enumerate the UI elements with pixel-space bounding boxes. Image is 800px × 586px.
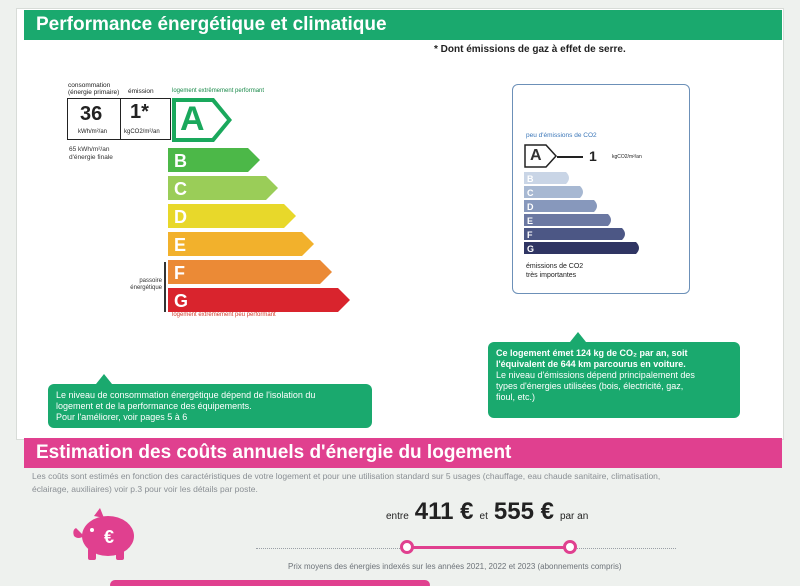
callout-right-line-1: Ce logement émet 124 kg de CO₂ par an, soit	[496, 348, 688, 358]
dpe-band-letter-d: D	[174, 207, 187, 227]
ges-band-letter-e: E	[527, 216, 534, 226]
label-consumption: consommation (énergie primaire)	[68, 82, 120, 96]
piggy-bank-icon	[70, 506, 140, 562]
emission-unit: kgCO2/m²/an	[124, 129, 160, 135]
dpe-band-e	[168, 232, 314, 256]
cost-min: 411 €	[414, 498, 474, 525]
dpe-band-b	[168, 148, 260, 172]
callout-right-line-3: Le niveau d'émissions dépend principalement des	[496, 370, 695, 380]
ges-bottom-label	[526, 262, 583, 280]
prices-note: Prix moyens des énergies indexés sur les années 2021, 2022 et 2023 (abonnements compris)	[288, 562, 622, 571]
emission-value: 1*	[130, 101, 149, 123]
ges-value: 1	[589, 148, 597, 164]
label-most-efficient: logement extrêmement performant	[172, 88, 265, 94]
ges-band-e	[524, 214, 614, 226]
costs-description	[32, 470, 784, 496]
dpe-band-g	[168, 288, 350, 312]
passoire-bracket	[164, 262, 166, 312]
callout-right-line-5: fioul, etc.)	[496, 392, 536, 402]
section-title-performance: Performance énergétique et climatique	[24, 10, 782, 40]
ges-band-letter-g: G	[527, 244, 535, 254]
dpe-band-letter-c: C	[174, 179, 187, 199]
ges-band-letter-f: F	[527, 230, 533, 240]
range-mid: et	[479, 511, 488, 522]
dpe-band-f	[168, 260, 332, 284]
ges-band-f	[524, 228, 628, 240]
dpe-band-letter-e: E	[174, 235, 187, 255]
callout-left-line-2: logement et de la performance des équipements.	[56, 401, 252, 411]
callout-left-line-1: Le niveau de consommation énergétique dépend de l'isolation du	[56, 390, 316, 400]
ges-band-g	[524, 242, 642, 254]
label-emission: émission	[128, 88, 154, 95]
dpe-band-letter-f: F	[174, 263, 185, 283]
ges-band-letter-b: B	[527, 174, 534, 184]
callout-left-pointer	[96, 374, 112, 384]
ges-band-b	[524, 172, 572, 184]
ges-footnote: * Dont émissions de gaz à effet de serre.	[434, 44, 626, 55]
range-max-marker	[563, 540, 577, 554]
consumption-value: 36	[80, 103, 103, 125]
range-prefix: entre	[386, 511, 409, 522]
ges-pointer-line	[557, 156, 583, 158]
costs-description-line-2: éclairage, auxiliaires) voir p.3 pour voir les détails par poste.	[32, 484, 258, 494]
ges-bottom-line-2: très importantes	[526, 272, 577, 279]
label-least-efficient: logement extrêmement peu performant	[172, 312, 276, 318]
dpe-band-letter-b: B	[174, 151, 187, 171]
section-title-costs: Estimation des coûts annuels d'énergie du logement	[24, 438, 782, 468]
consumption-box	[67, 98, 171, 140]
consumption-unit: kWh/m²/an	[78, 129, 108, 135]
callout-left-line-3: Pour l'améliorer, voir pages 5 à 6	[56, 412, 188, 422]
callout-consumption	[48, 384, 372, 428]
callout-right-line-2: l'équivalent de 644 km parcourus en voiture.	[496, 359, 686, 369]
range-suffix: par an	[559, 511, 589, 522]
piggy-euro-symbol: €	[104, 527, 115, 547]
costs-description-line-1: Les coûts sont estimés en fonction des caractéristiques de votre logement et pour une utilisation standard sur 5 usages (chauffage, eau chaude sanitaire, climatisation,	[32, 471, 661, 481]
ges-band-d	[524, 200, 600, 212]
label-passoire: passoire énergétique	[130, 278, 162, 291]
dpe-rating-letter: A	[180, 100, 205, 138]
ges-band-letter-d: D	[527, 202, 534, 212]
range-bar	[406, 546, 570, 549]
callout-right-pointer	[570, 332, 586, 342]
cost-range	[386, 498, 588, 526]
callout-emissions	[488, 342, 740, 418]
box-divider	[120, 99, 121, 139]
dpe-band-d	[168, 204, 296, 228]
range-min-marker	[400, 540, 414, 554]
dpe-band-letter-g: G	[174, 291, 189, 311]
ges-unit: kgCO2/m²/an	[612, 154, 642, 160]
ges-bottom-line-1: émissions de CO2	[526, 263, 584, 270]
ges-band-letter-c: C	[527, 188, 534, 198]
cost-max: 555 €	[493, 498, 554, 525]
ges-rating-letter: A	[530, 147, 542, 164]
ges-top-label: peu d'émissions de CO2	[526, 132, 597, 139]
next-section-bar	[110, 580, 430, 586]
final-energy-note: 65 kWh/m²/an d'énergie finale	[69, 146, 113, 161]
dpe-band-c	[168, 176, 278, 200]
ges-band-c	[524, 186, 586, 198]
callout-right-line-4: types d'énergies utilisées (bois, électricité, gaz,	[496, 381, 684, 391]
